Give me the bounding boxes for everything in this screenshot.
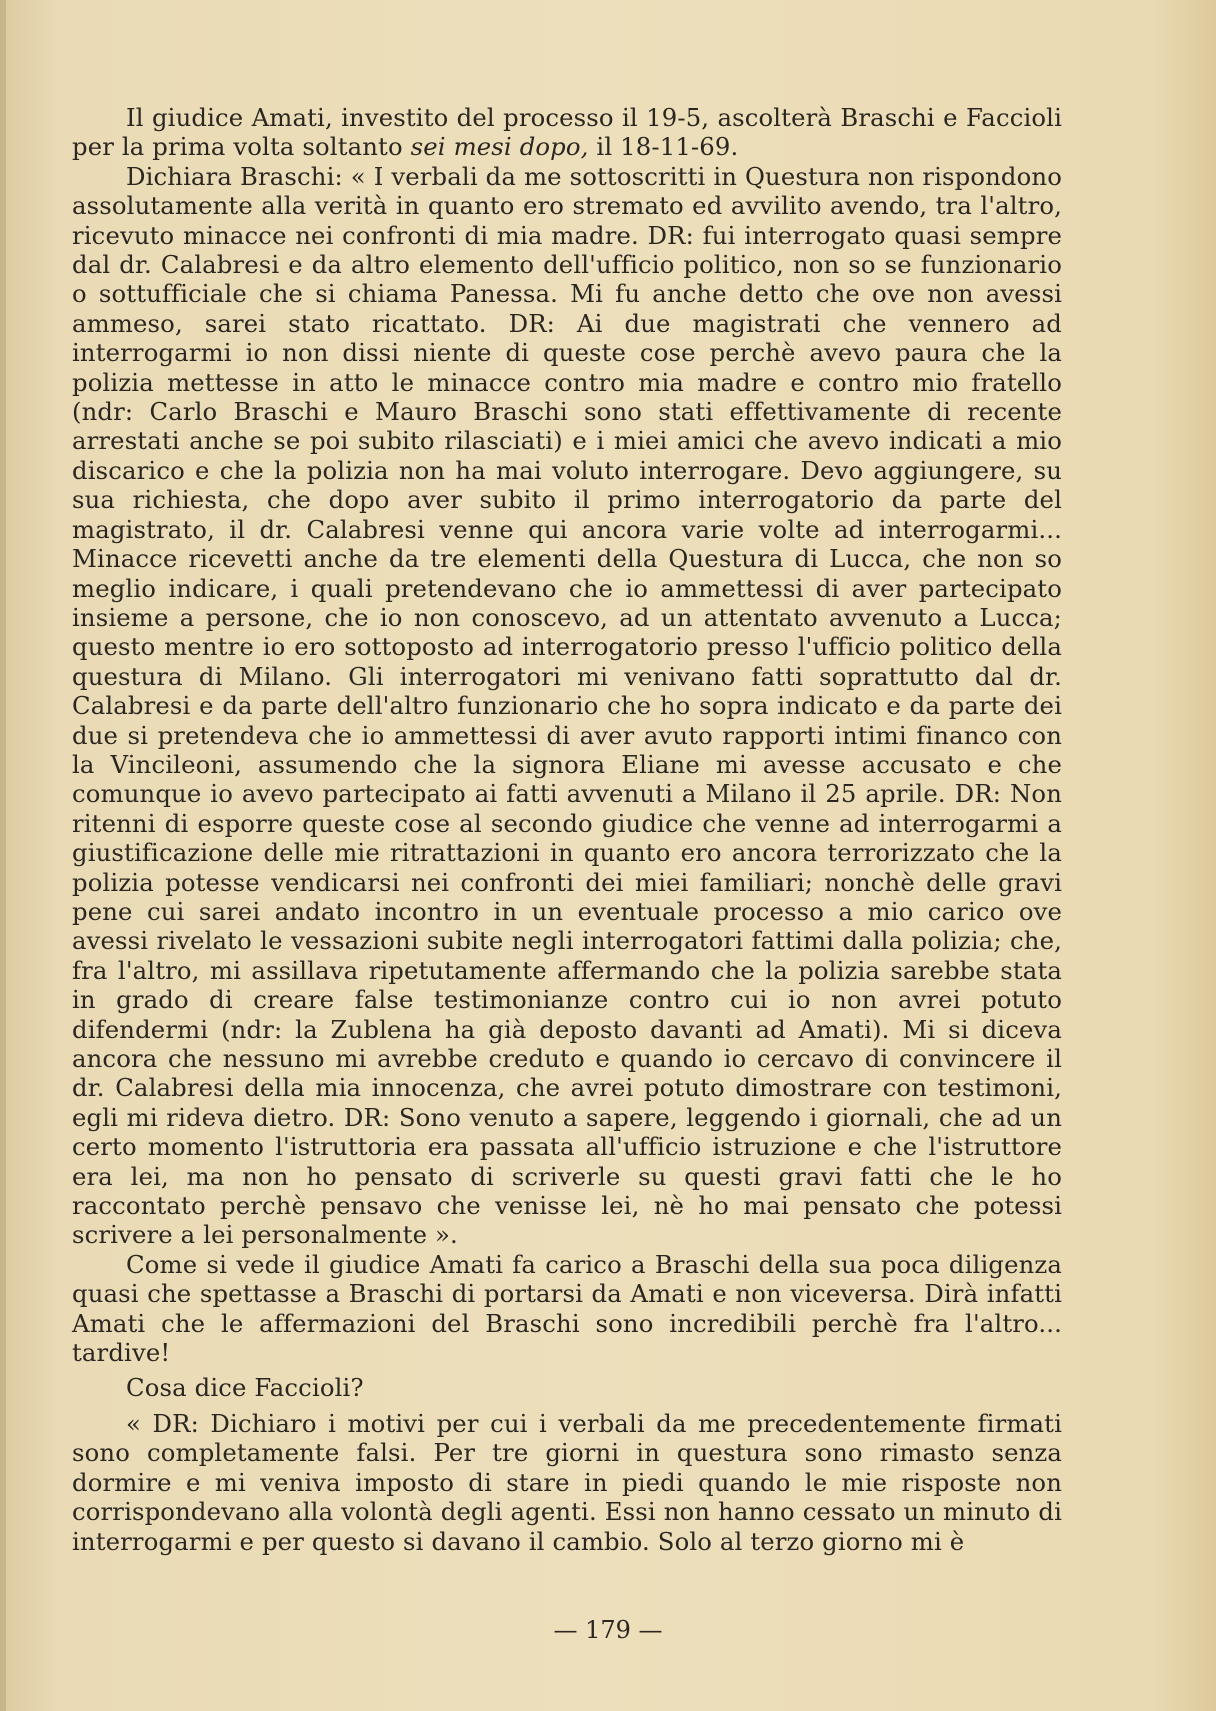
paragraph-faccioli-statement: « DR: Dichiaro i motivi per cui i verbali da me precedentemente firmati sono completamente falsi. Per tre giorni in questura sono rimasto senza dormire e mi veniva imposto di stare in piedi quando le mie risposte non corrispondevano alla volontà degli agenti. Essi non hanno cessato un minuto di interrogarmi e per questo si davano il cambio. Solo al terzo giorno mi è [72, 1408, 1062, 1556]
paragraph-question: Cosa dice Faccioli? [126, 1373, 364, 1403]
paragraph-text: il 18-11-69. [588, 132, 739, 162]
paragraph-text: Il giudice Amati, investito del processo il 19-5, ascolterà Braschi e Faccioli per la prima volta soltanto [72, 103, 1062, 162]
paragraph-amati-hearing [72, 103, 1062, 162]
page-number: — 179 — [553, 1616, 663, 1644]
paragraph-commentary: Come si vede il giudice Amati fa carico a Braschi della sua poca diligenza quasi che spettasse a Braschi di portarsi da Amati e non viceversa. Dirà infatti Amati che le affermazioni del Braschi sono incredibili perchè fra l'altro... tardive! [72, 1249, 1062, 1368]
italic-emphasis: sei mesi dopo, [410, 132, 589, 162]
paragraph-braschi-statement: Dichiara Braschi: « I verbali da me sottoscritti in Questura non rispondono assolutamente alla verità in quanto ero stremato ed avvilito avendo, tra l'altro, ricevuto minacce nei confronti di mia madre. DR: fui interrogato quasi sempre dal dr. Calabresi e da altro elemento dell'ufficio politico, non so se funzionario o sottufficiale che si chiama Panessa. Mi fu anche detto che ove non avessi ammeso, sarei stato ricattato. DR: Ai due magistrati che vennero ad interrogarmi io non dissi niente di queste cose perchè avevo paura che la polizia mettesse in atto le minacce contro mia madre e contro mio fratello (ndr: Carlo Braschi e Mauro Braschi sono stati effettivamente di recente arrestati anche se poi subito rilasciati) e i miei amici che avevo indicati a mio discarico e che la polizia non ha mai voluto interrogare. Devo aggiungere, su sua richiesta, che dopo aver subito il primo interrogatorio da parte del magistrato, il dr. Calabresi venne qui ancora varie volte ad interrogarmi... Minacce ricevetti anche da tre elementi della Questura di Lucca, che non so meglio indicare, i quali pretendevano che io ammettessi di aver partecipato insieme a persone, che io non conoscevo, ad un attentato avvenuto a Lucca; questo mentre io ero sottoposto ad interrogatorio presso l'ufficio politico della questura di Milano. Gli interrogatori mi venivano fatti soprattutto dal dr. Calabresi e da parte dell'altro funzionario che ho sopra indicato e da parte dei due si pretendeva che io ammettessi di aver avuto rapporti intimi financo con la Vincileoni, assumendo che la signora Eliane mi avesse accusato e che comunque io avevo partecipato ai fatti avvenuti a Milano il 25 aprile. DR: Non ritenni di esporre queste cose al secondo giudice che venne ad interrogarmi a giustificazione delle mie ritrattazioni in quanto ero ancora terrorizzato che la polizia potesse vendicarsi nei confronti dei miei familiari; nonchè delle gravi pene cui sarei andato incontro in un eventuale processo a mio carico ove avessi rivelato le vessazioni subite negli interrogatori fattimi dalla polizia; che, fra l'altro, mi assillava ripetutamente affermando che la polizia sarebbe stata in grado di creare false testimonianze contro cui io non avrei potuto difendermi (ndr: la Zublena ha già deposto davanti ad Amati). Mi si diceva ancora che nessuno mi avrebbe creduto e quando io cercavo di convincere il dr. Calabresi della mia innocenza, che avrei potuto dimostrare con testimoni, egli mi rideva dietro. DR: Sono venuto a sapere, leggendo i giornali, che ad un certo momento l'istruttoria era passata all'ufficio istruzione e che l'istruttore era lei, ma non ho pensato di scriverle su questi gravi fatti che le ho raccontato perchè pensavo che venisse lei, nè ho mai pensato che potessi scrivere a lei personalmente ». [72, 161, 1062, 1250]
body-text [72, 103, 1062, 1556]
